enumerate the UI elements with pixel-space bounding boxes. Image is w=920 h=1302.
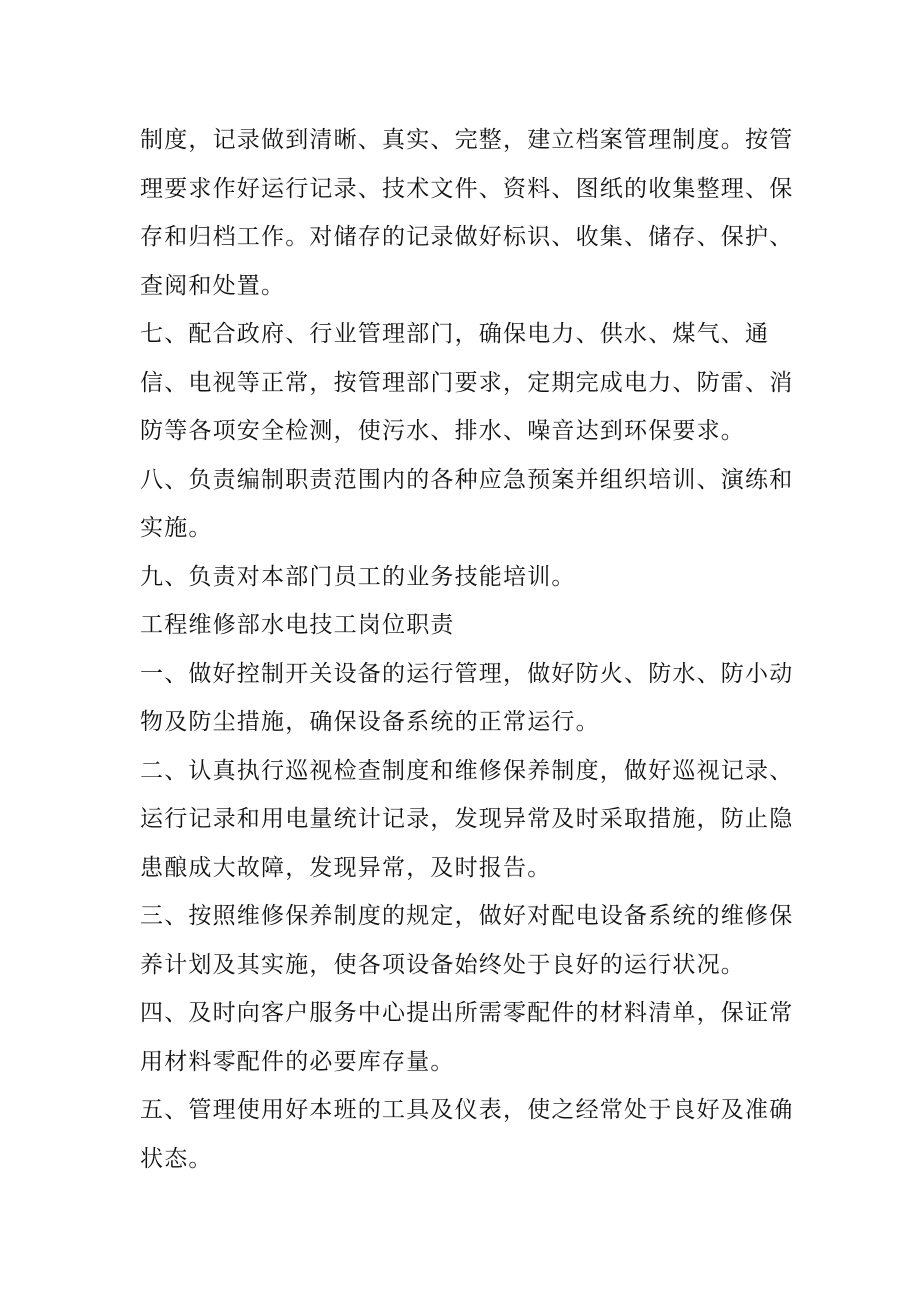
paragraph-archive-management: 制度，记录做到清晰、真实、完整，建立档案管理制度。按管理要求作好运行记录、技术文件、资料、图纸的收集整理、保存和归档工作。对储存的记录做好标识、收集、储存、保护、查阅和处置。 [140,127,794,299]
document-page [140,116,800,1183]
paragraph-item-1: 一、做好控制开关设备的运行管理，做好防火、防水、防小动物及防尘措施，确保设备系统的正常运行。 [140,660,794,735]
paragraph-item-2: 二、认真执行巡视检查制度和维修保养制度，做好巡视记录、运行记录和用电量统计记录，发现异常及时采取措施，防止隐患酿成大故障，发现异常，及时报告。 [140,757,794,881]
paragraph-item-9: 九、负责对本部门员工的业务技能培训。 [140,563,576,590]
paragraph-item-3: 三、按照维修保养制度的规定，做好对配电设备系统的维修保养计划及其实施，使各项设备始终处于良好的运行状况。 [140,903,794,978]
paragraph-item-5: 五、管理使用好本班的工具及仪表，使之经常处于良好及准确状态。 [140,1097,794,1172]
paragraph-item-8: 八、负责编制职责范围内的各种应急预案并组织培训、演练和实施。 [140,466,794,541]
section-heading: 工程维修部水电技工岗位职责 [140,612,455,638]
paragraph-item-4: 四、及时向客户服务中心提出所需零配件的材料清单，保证常用材料零配件的必要库存量。 [140,1000,794,1075]
paragraph-item-7: 七、配合政府、行业管理部门，确保电力、供水、煤气、通信、电视等正常，按管理部门要求，定期完成电力、防雷、消防等各项安全检测，使污水、排水、噪音达到环保要求。 [140,321,794,444]
